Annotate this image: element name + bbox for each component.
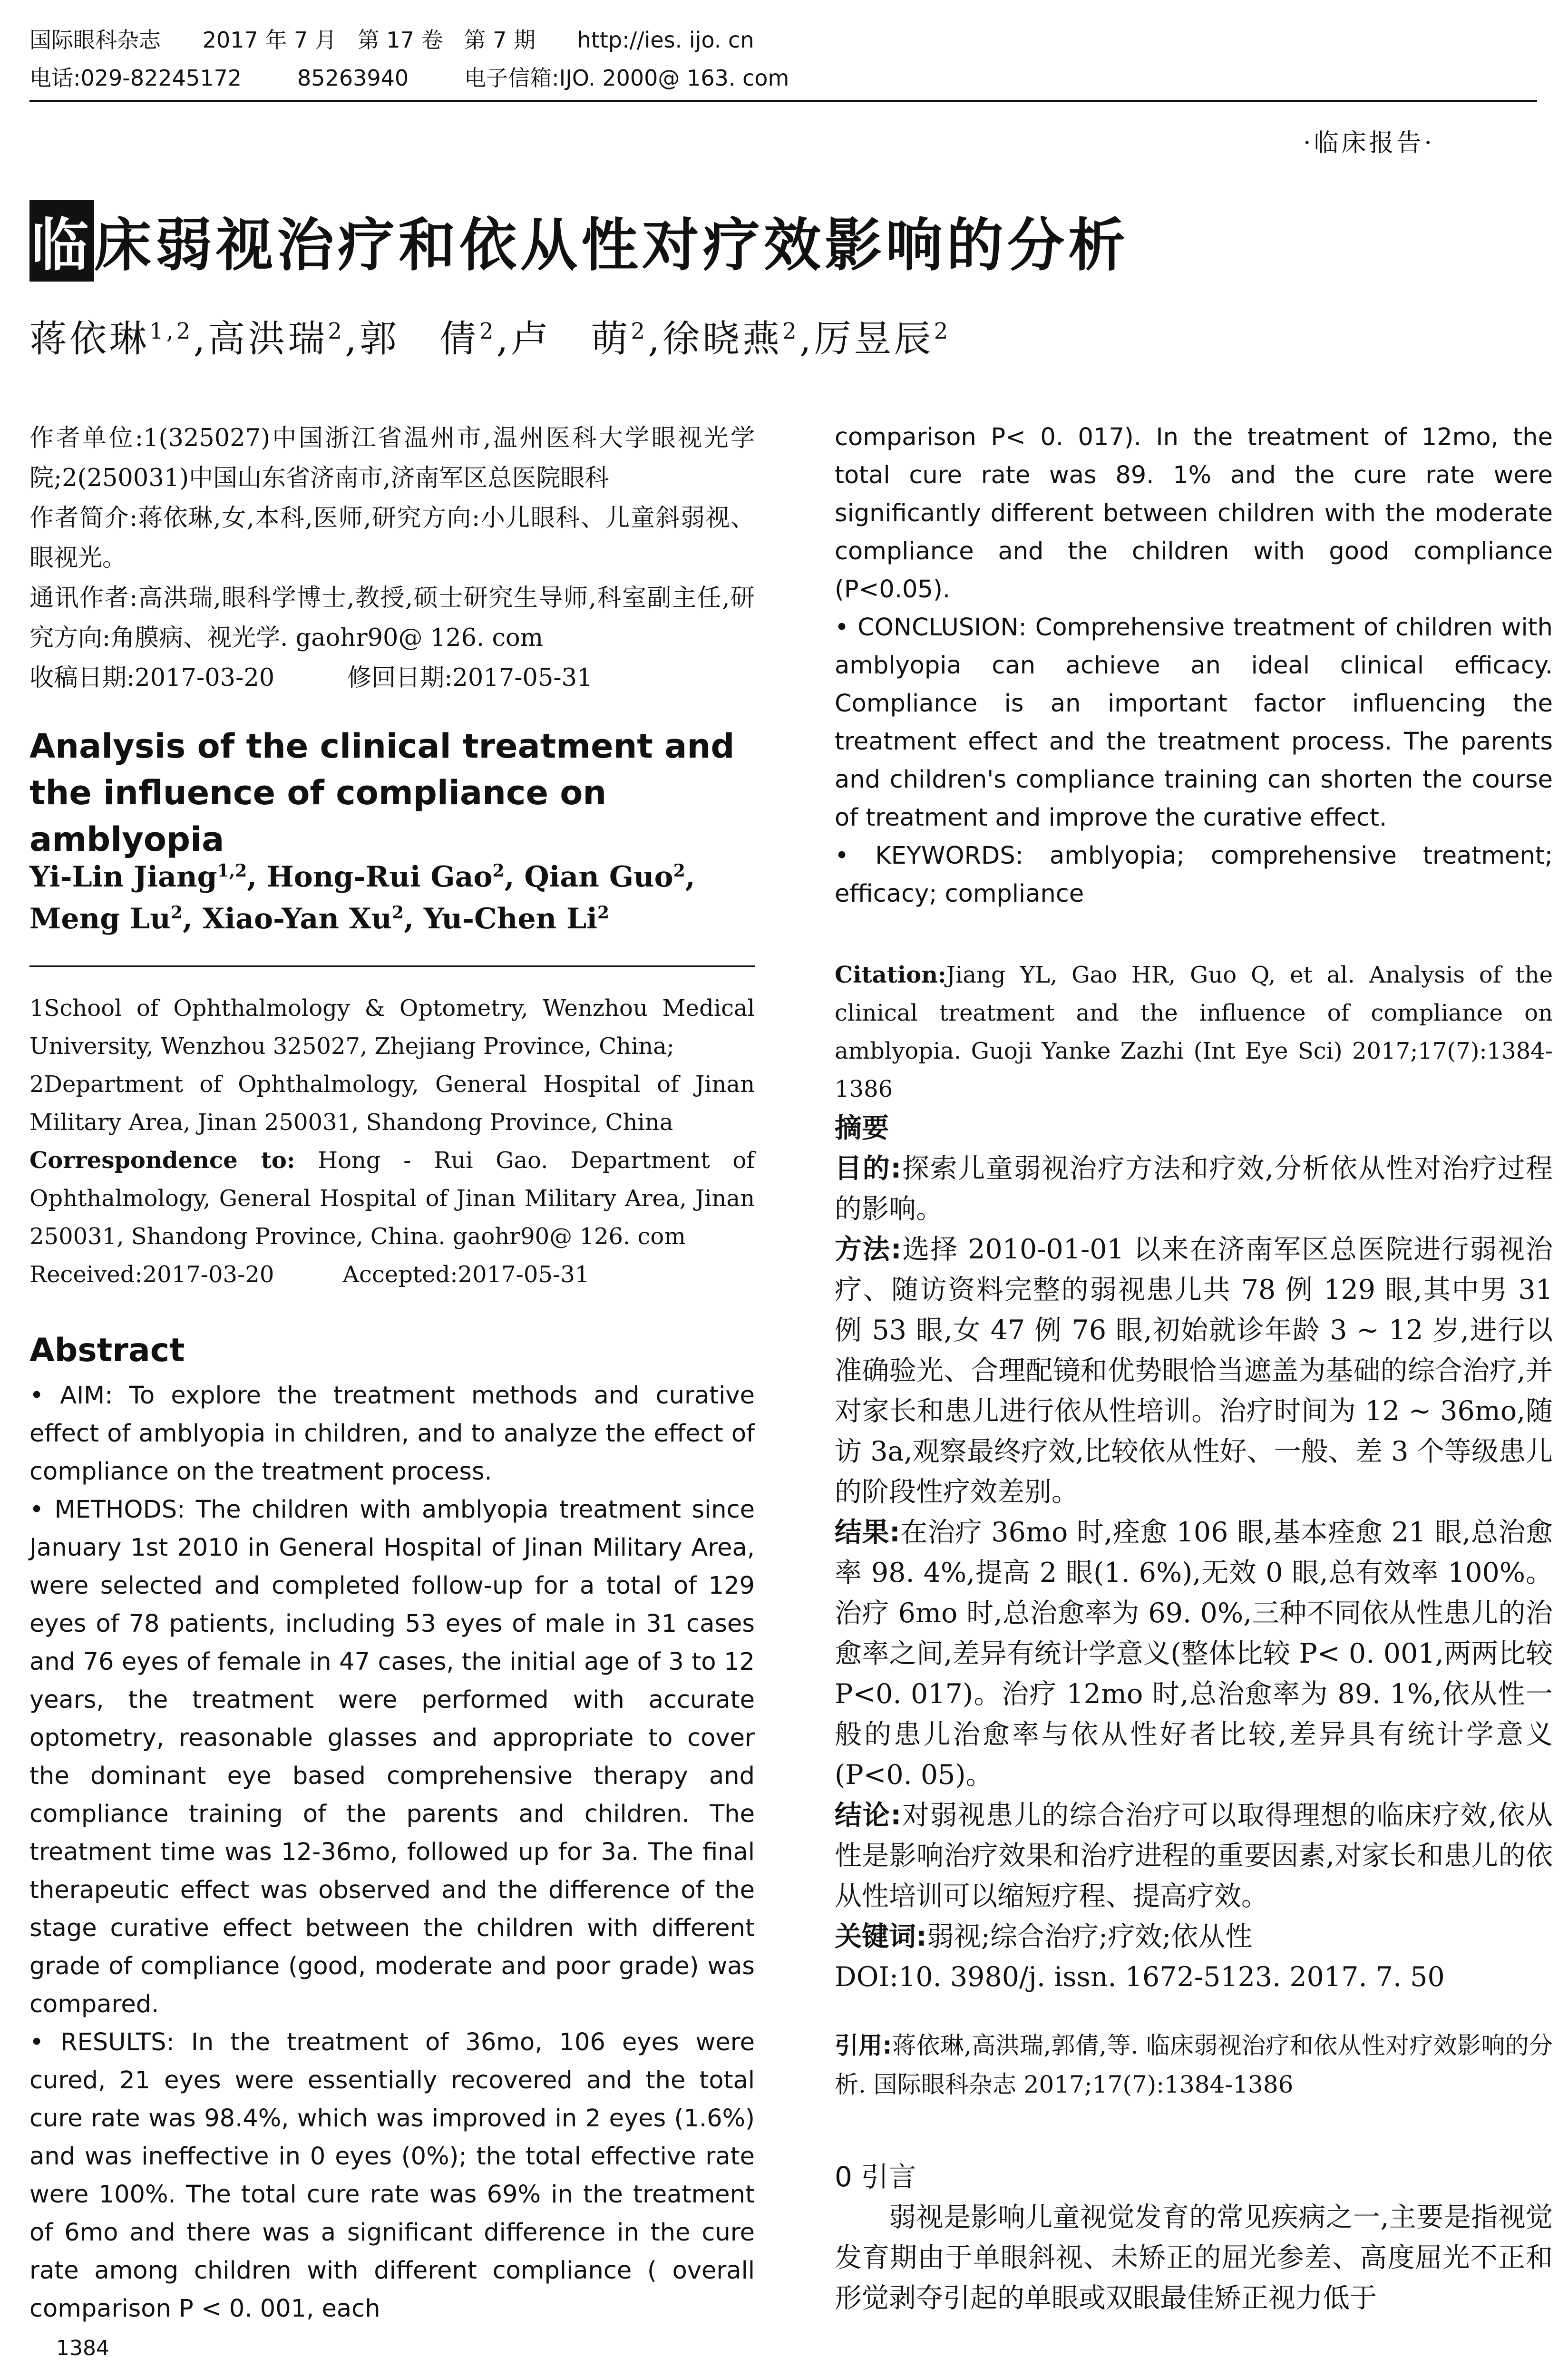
- issue-info: 2017 年 7 月 第 17 卷 第 7 期: [202, 27, 536, 53]
- author-info: [29, 419, 755, 698]
- abstract-keywords: • KEYWORDS: amblyopia; comprehensive treatment; efficacy; compliance: [835, 842, 1553, 908]
- cn-conclusion: 结论:对弱视患儿的综合治疗可以取得理想的临床疗效,依从性是影响治疗效果和治疗进程的重要因素,对家长和患儿的依从性培训可以缩短疗程、提高疗效。: [835, 1800, 1553, 1912]
- cn-aim: 目的:探索儿童弱视治疗方法和疗效,分析依从性对治疗过程的影响。: [835, 1153, 1553, 1225]
- affiliation-rule: [29, 965, 755, 967]
- phone: 电话:029-82245172: [29, 65, 242, 91]
- fax: 85263940: [297, 65, 409, 91]
- author-intro: 作者简介:蒋依琳,女,本科,医师,研究方向:小儿眼科、儿童斜弱视、眼视光。: [29, 504, 755, 572]
- correspondence-text: Hong - Rui Gao. Department of Ophthalmology, General Hospital of Jinan Military Area, Jinan 250031, Shandong Province, China. gaohr90@ 126. com: [29, 1147, 755, 1250]
- intro-heading: 0 引言: [835, 2161, 916, 2193]
- journal-header-line1: [29, 25, 754, 55]
- correspondence-label: Correspondence to:: [29, 1147, 295, 1174]
- citation-label: Citation:: [835, 962, 946, 988]
- abstract-aim: • AIM: To explore the treatment methods and curative effect of amblyopia in children, and to analyze the effect of compliance on the treatment process.: [29, 1382, 755, 1486]
- cn-results: 结果:在治疗 36mo 时,痊愈 106 眼,基本痊愈 21 眼,总治愈率 98. 4%,提高 2 眼(1. 6%),无效 0 眼,总有效率 100%。治疗 6mo 时,总治愈率为 69. 0%,三种不同依从性患儿的治愈率之间,差异有统计学意义(整体比较 P< 0. 001,两两比较 P<0. 017)。治疗 12mo 时,总治愈率为 89. 1%,依从性一般的患儿治愈率与依从性好者比较,差异具有统计学意义(P<0. 05)。: [835, 1517, 1553, 1791]
- en-citation: [835, 956, 1553, 1108]
- authors-cn: 蒋依琳$^{1,2}$,高洪瑞$^2$,郭 倩$^2$,卢 萌$^2$,徐晓燕$^2$,厉昱辰$^2$: [29, 318, 951, 360]
- cn-methods: 方法:选择 2010-01-01 以来在济南军区总医院进行弱视治疗、随访资料完整的弱视患儿共 78 例 129 眼,其中男 31 例 53 眼,女 47 例 76 眼,初始就诊年龄 3 ~ 12 岁,进行以准确验光、合理配镜和优势眼恰当遮盖为基础的综合治疗,并对家长和患儿进行依从性培训。治疗时间为 12 ~ 36mo,随访 3a,观察最终疗效,比较依从性好、一般、差 3 个等级患儿的阶段性疗效差别。: [835, 1234, 1553, 1508]
- cn-doi: DOI:10. 3980/j. issn. 1672-5123. 2017. 7. 50: [835, 1961, 1445, 1993]
- cn-keywords: 关键词:弱视;综合治疗;疗效;依从性: [835, 1921, 1253, 1952]
- cn-citation-text: 蒋依琳,高洪瑞,郭倩,等. 临床弱视治疗和依从性对疗效影响的分析. 国际眼科杂志 2017;17(7):1384-1386: [835, 2032, 1553, 2098]
- author-unit: 作者单位:1(325027)中国浙江省温州市,温州医科大学眼视光学院;2(250031)中国山东省济南市,济南军区总医院眼科: [29, 424, 755, 492]
- corresponding-author: 通讯作者:高洪瑞,眼科学博士,教授,硕士研究生导师,科室副主任,研究方向:角膜病、视光学. gaohr90@ 126. com: [29, 584, 755, 652]
- received-accepted: Received:2017-03-20 Accepted:2017-05-31: [29, 1261, 590, 1288]
- affiliation-1: 1School of Ophthalmology & Optometry, Wenzhou Medical University, Wenzhou 325027, Zhejiang Province, China;: [29, 995, 755, 1060]
- dates-cn: 收稿日期:2017-03-20 修回日期:2017-05-31: [29, 664, 593, 692]
- cn-citation-label: 引用:: [835, 2032, 892, 2059]
- citation-text: Jiang YL, Gao HR, Guo Q, et al. Analysis of the clinical treatment and the influence of compliance on amblyopia. Guoji Yanke Zazhi (Int Eye Sci) 2017;17(7):1384-1386: [835, 962, 1553, 1102]
- abstract-conclusion: • CONCLUSION: Comprehensive treatment of children with amblyopia can achieve an ideal clinical efficacy. Compliance is an important factor influencing the treatment effect and the treatment process. The parents and children's compliance training can shorten the course of treatment and improve the curative effect.: [835, 614, 1553, 832]
- correspondence: [29, 1141, 755, 1256]
- header-rule: [29, 100, 1537, 102]
- journal-name: 国际眼科杂志: [29, 27, 161, 53]
- affiliation-2: 2Department of Ophthalmology, General Hospital of Jinan Military Area, Jinan 250031, Shandong Province, China: [29, 1071, 755, 1136]
- cn-citation: [835, 2026, 1553, 2104]
- abstract-heading: Abstract: [29, 1332, 185, 1369]
- en-abstract-body: [29, 1377, 755, 2328]
- en-abstract-continued: [835, 419, 1553, 913]
- abstract-methods: • METHODS: The children with amblyopia treatment since January 1st 2010 in General Hospital of Jinan Military Area, were selected and completed follow-up for a total of 129 eyes of 78 patients, including 53 eyes of male in 31 cases and 76 eyes of female in 47 cases, the initial age of 3 to 12 years, the treatment were performed with accurate optometry, reasonable glasses and appropriate to cover the dominant eye based comprehensive therapy and compliance training of the parents and children. The treatment time was 12-36mo, followed up for 3a. The final therapeutic effect was observed and the difference of the stage curative effect between the children with different grade of compliance (good, moderate and poor grade) was compared.: [29, 1496, 755, 2018]
- title-initial: 临: [29, 200, 94, 282]
- email: 电子信箱:IJO. 2000@ 163. com: [464, 65, 789, 91]
- intro-text: 弱视是影响儿童视觉发育的常见疾病之一,主要是指视觉发育期由于单眼斜视、未矫正的屈光参差、高度屈光不正和形觉剥夺引起的单眼或双眼最佳矫正视力低于: [835, 2202, 1553, 2314]
- title-rest: 床弱视治疗和依从性对疗效影响的分析: [94, 213, 1129, 279]
- cn-abstract-heading: 摘要: [835, 1112, 889, 1144]
- abstract-results-continued: comparison P< 0. 017). In the treatment of 12mo, the total cure rate was 89. 1% and the cure rate were significantly different between children with the moderate compliance and the children with good compliance (P<0.05).: [835, 423, 1553, 604]
- abstract-results: • RESULTS: In the treatment of 36mo, 106 eyes were cured, 21 eyes were essentially recovered and the total cure rate was 98.4%, which was improved in 2 eyes (1.6%) and was ineffective in 0 eyes (0%); the total effective rate were 100%. The total cure rate was 69% in the treatment of 6mo and there was a significant difference in the cure rate among children with different compliance ( overall comparison P < 0. 001, each: [29, 2028, 755, 2323]
- en-affiliations: [29, 989, 755, 1294]
- page-number: 1384: [56, 2336, 109, 2360]
- article-title: [29, 200, 1129, 282]
- journal-url: http://ies. ijo. cn: [577, 27, 754, 53]
- cn-abstract: [835, 1108, 1553, 1997]
- journal-header-line2: [29, 63, 789, 93]
- section-label: ·临床报告·: [1303, 129, 1435, 157]
- en-title: Analysis of the clinical treatment and the influence of compliance on amblyopia: [29, 727, 735, 859]
- en-authors: Yi-Lin Jiang$^{1,2}$, Hong-Rui Gao$^2$, Qian Guo$^2$, Meng Lu$^2$, Xiao-Yan Xu$^2$, Yu-Chen Li$^2$: [29, 860, 695, 935]
